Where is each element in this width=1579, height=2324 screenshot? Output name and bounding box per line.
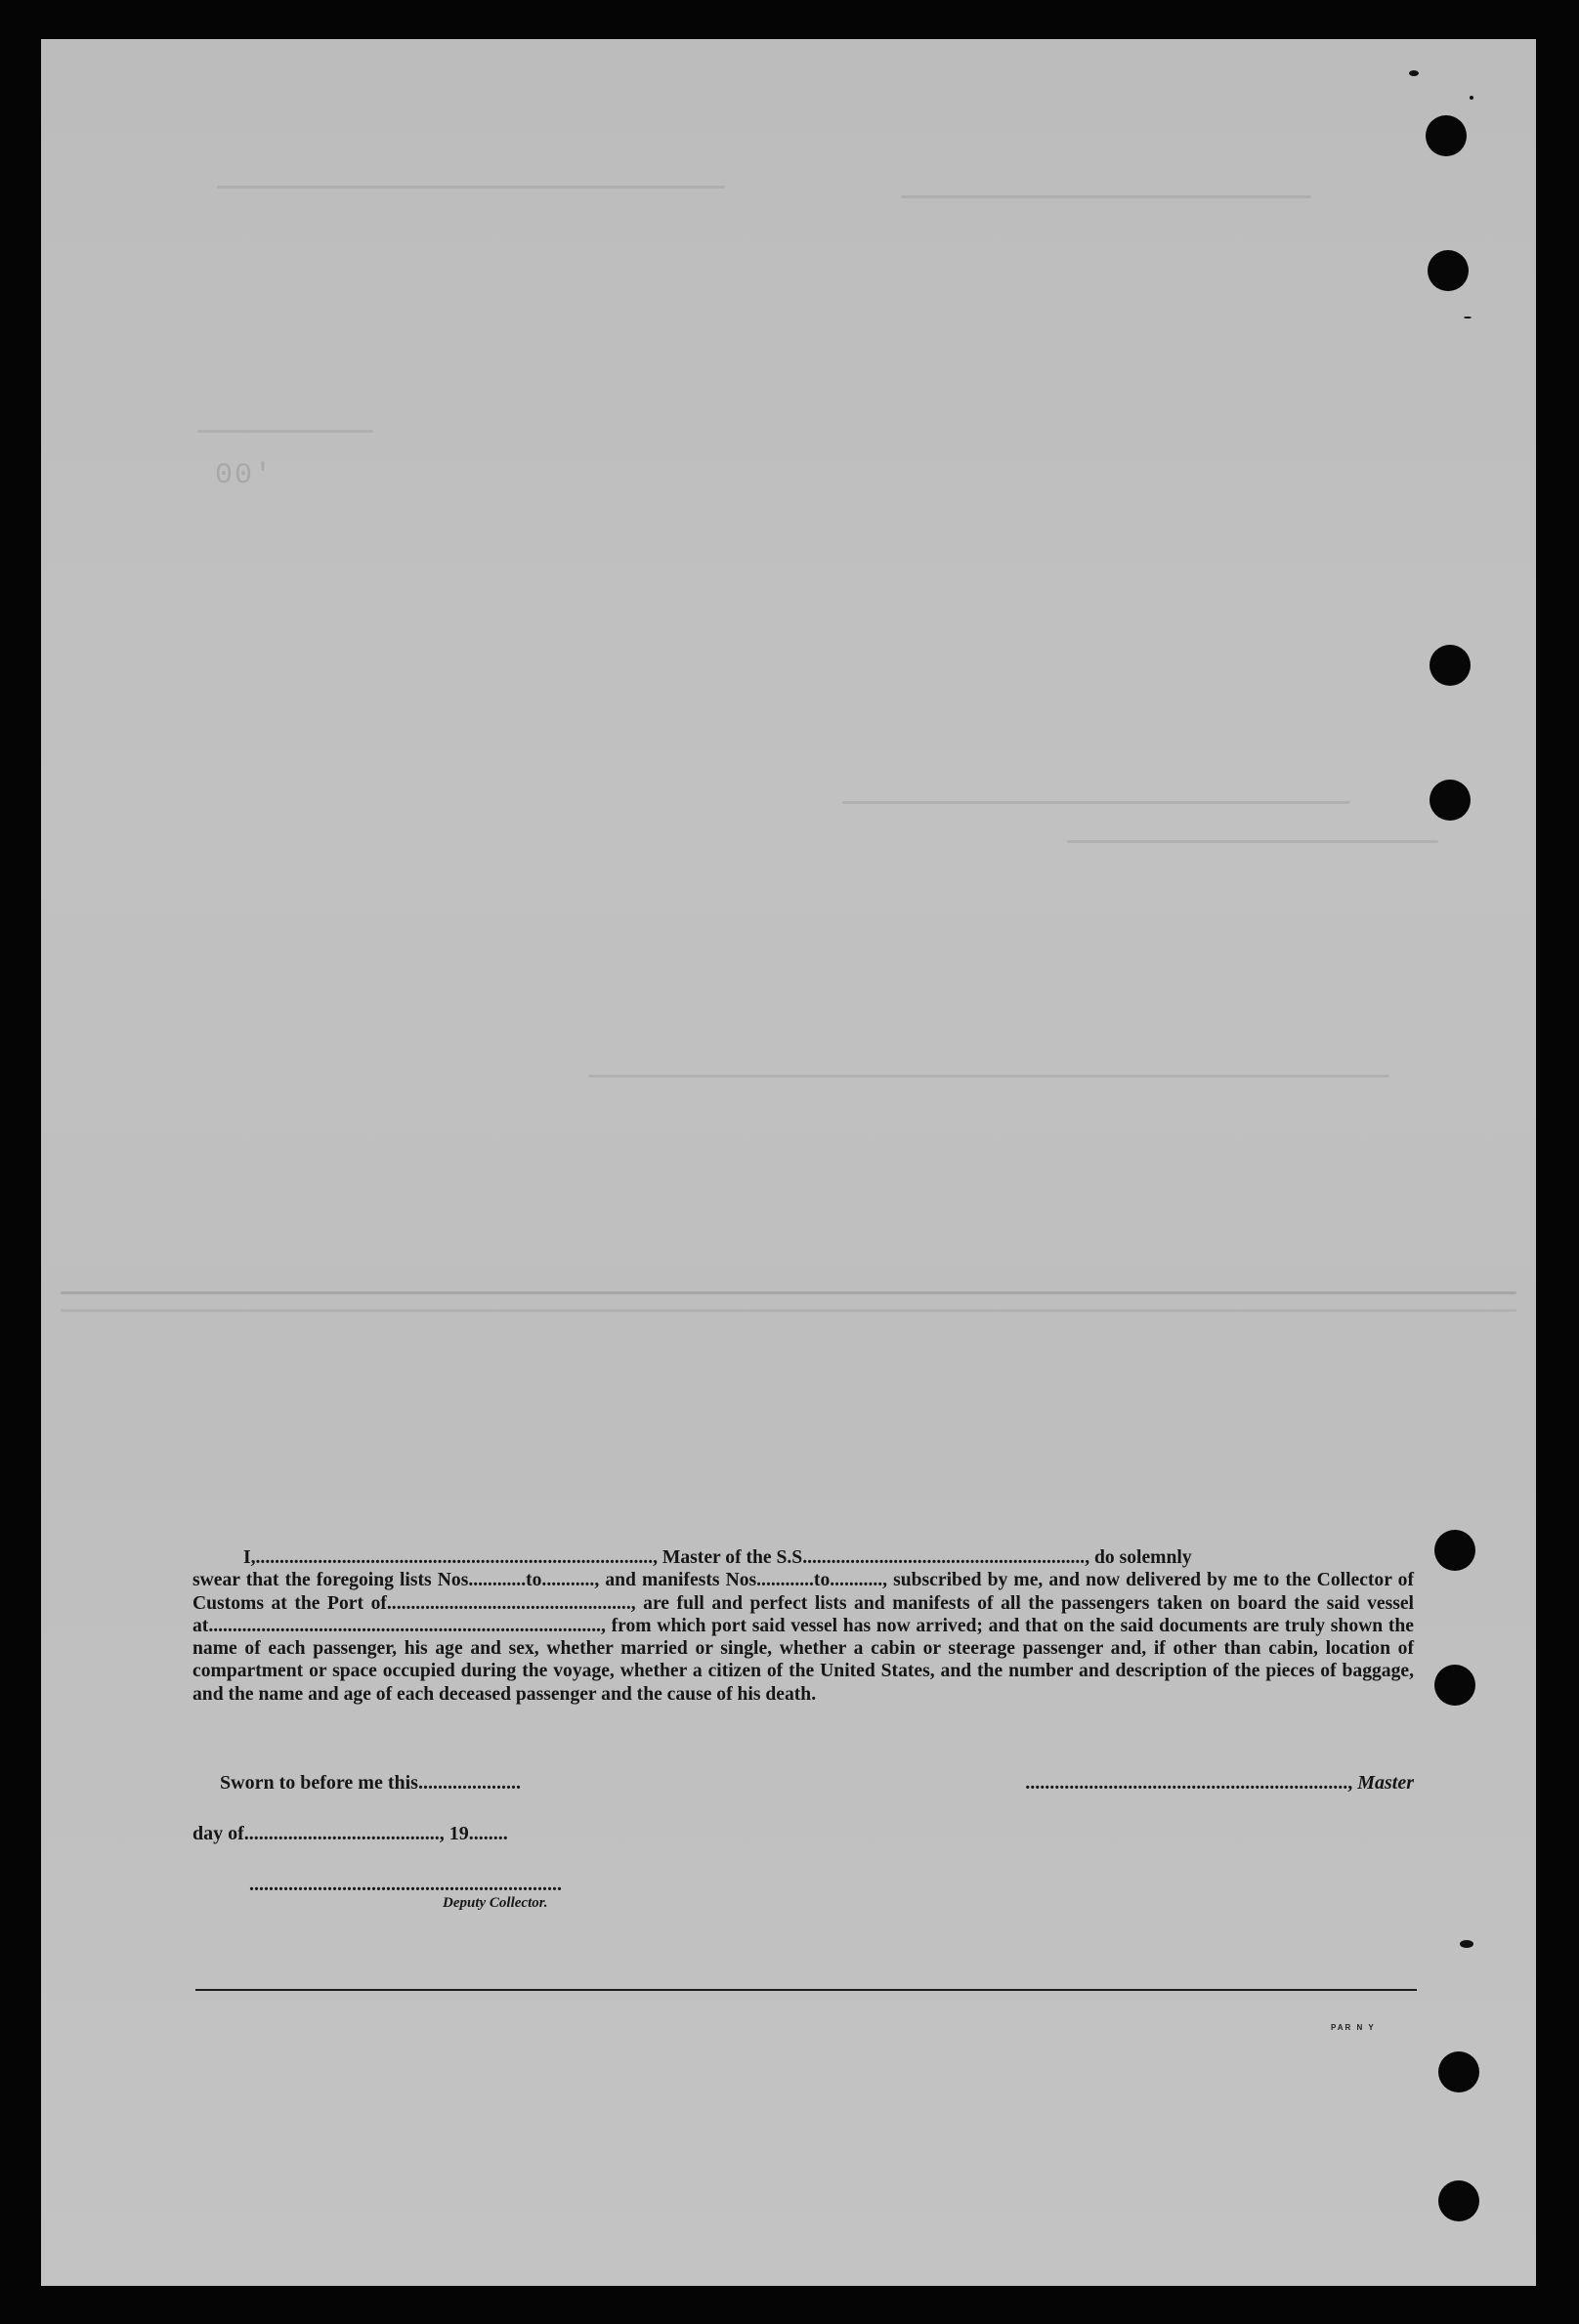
oath-first-line: I,..................................................................................., Master of the S.S..........................................................., do solemnly bbox=[243, 1547, 1192, 1568]
bleed-through-line bbox=[217, 186, 725, 189]
master-oath-paragraph bbox=[192, 1546, 1414, 1706]
punch-hole bbox=[1434, 1530, 1475, 1571]
bleed-through-line bbox=[588, 1075, 1389, 1077]
punch-hole bbox=[1430, 780, 1471, 821]
ink-speck bbox=[1409, 70, 1419, 76]
bleed-through-line bbox=[1067, 840, 1438, 843]
bleed-through-line bbox=[197, 430, 373, 433]
bleed-through-number: 00' bbox=[215, 459, 275, 492]
bleed-through-line bbox=[842, 801, 1350, 804]
document-page bbox=[41, 39, 1536, 2286]
bleed-through-line bbox=[61, 1309, 1516, 1312]
master-label: Master bbox=[1357, 1772, 1414, 1794]
bleed-through-line bbox=[901, 195, 1311, 198]
punch-hole bbox=[1438, 2180, 1479, 2221]
master-signature-line bbox=[1025, 1772, 1414, 1795]
master-signature-dots: .................................................................., bbox=[1025, 1772, 1353, 1794]
sworn-before-me-text: Sworn to before me this..................... bbox=[220, 1772, 521, 1794]
punch-hole bbox=[1434, 1665, 1475, 1706]
punch-hole bbox=[1438, 2051, 1479, 2092]
day-of-text: day of........................................, 19........ bbox=[192, 1823, 508, 1844]
ink-speck bbox=[1460, 1940, 1473, 1948]
punch-hole bbox=[1428, 250, 1469, 291]
printer-mark: PAR N Y bbox=[1331, 2023, 1376, 2032]
ink-speck bbox=[1464, 317, 1472, 318]
punch-hole bbox=[1426, 115, 1467, 156]
deputy-signature-dots: ................................................................ bbox=[249, 1874, 562, 1895]
deputy-collector-label: Deputy Collector. bbox=[443, 1895, 548, 1911]
oath-body-text: swear that the foregoing lists Nos............to..........., and manifests Nos............to..........., subscribed by me, and now delivered by me to the Collector of Customs at the Port of..................................................., are full and perfect lists and manifests of all the passengers taken on board the said vessel at.................................................................................., from which port said vessel has now arrived; and that on the said documents are truly shown the name of each passenger, his age and sex, whether married or single, whether a cabin or steerage passenger and, if other than cabin, location of compartment or space occupied during the voyage, whether a citizen of the United States, and the number and description of the pieces of baggage, and the name and age of each deceased passenger and the cause of his death. bbox=[192, 1570, 1414, 1705]
bottom-rule bbox=[195, 1989, 1417, 1991]
punch-hole bbox=[1430, 645, 1471, 686]
bleed-through-line bbox=[61, 1291, 1516, 1294]
ink-speck bbox=[1470, 96, 1473, 100]
